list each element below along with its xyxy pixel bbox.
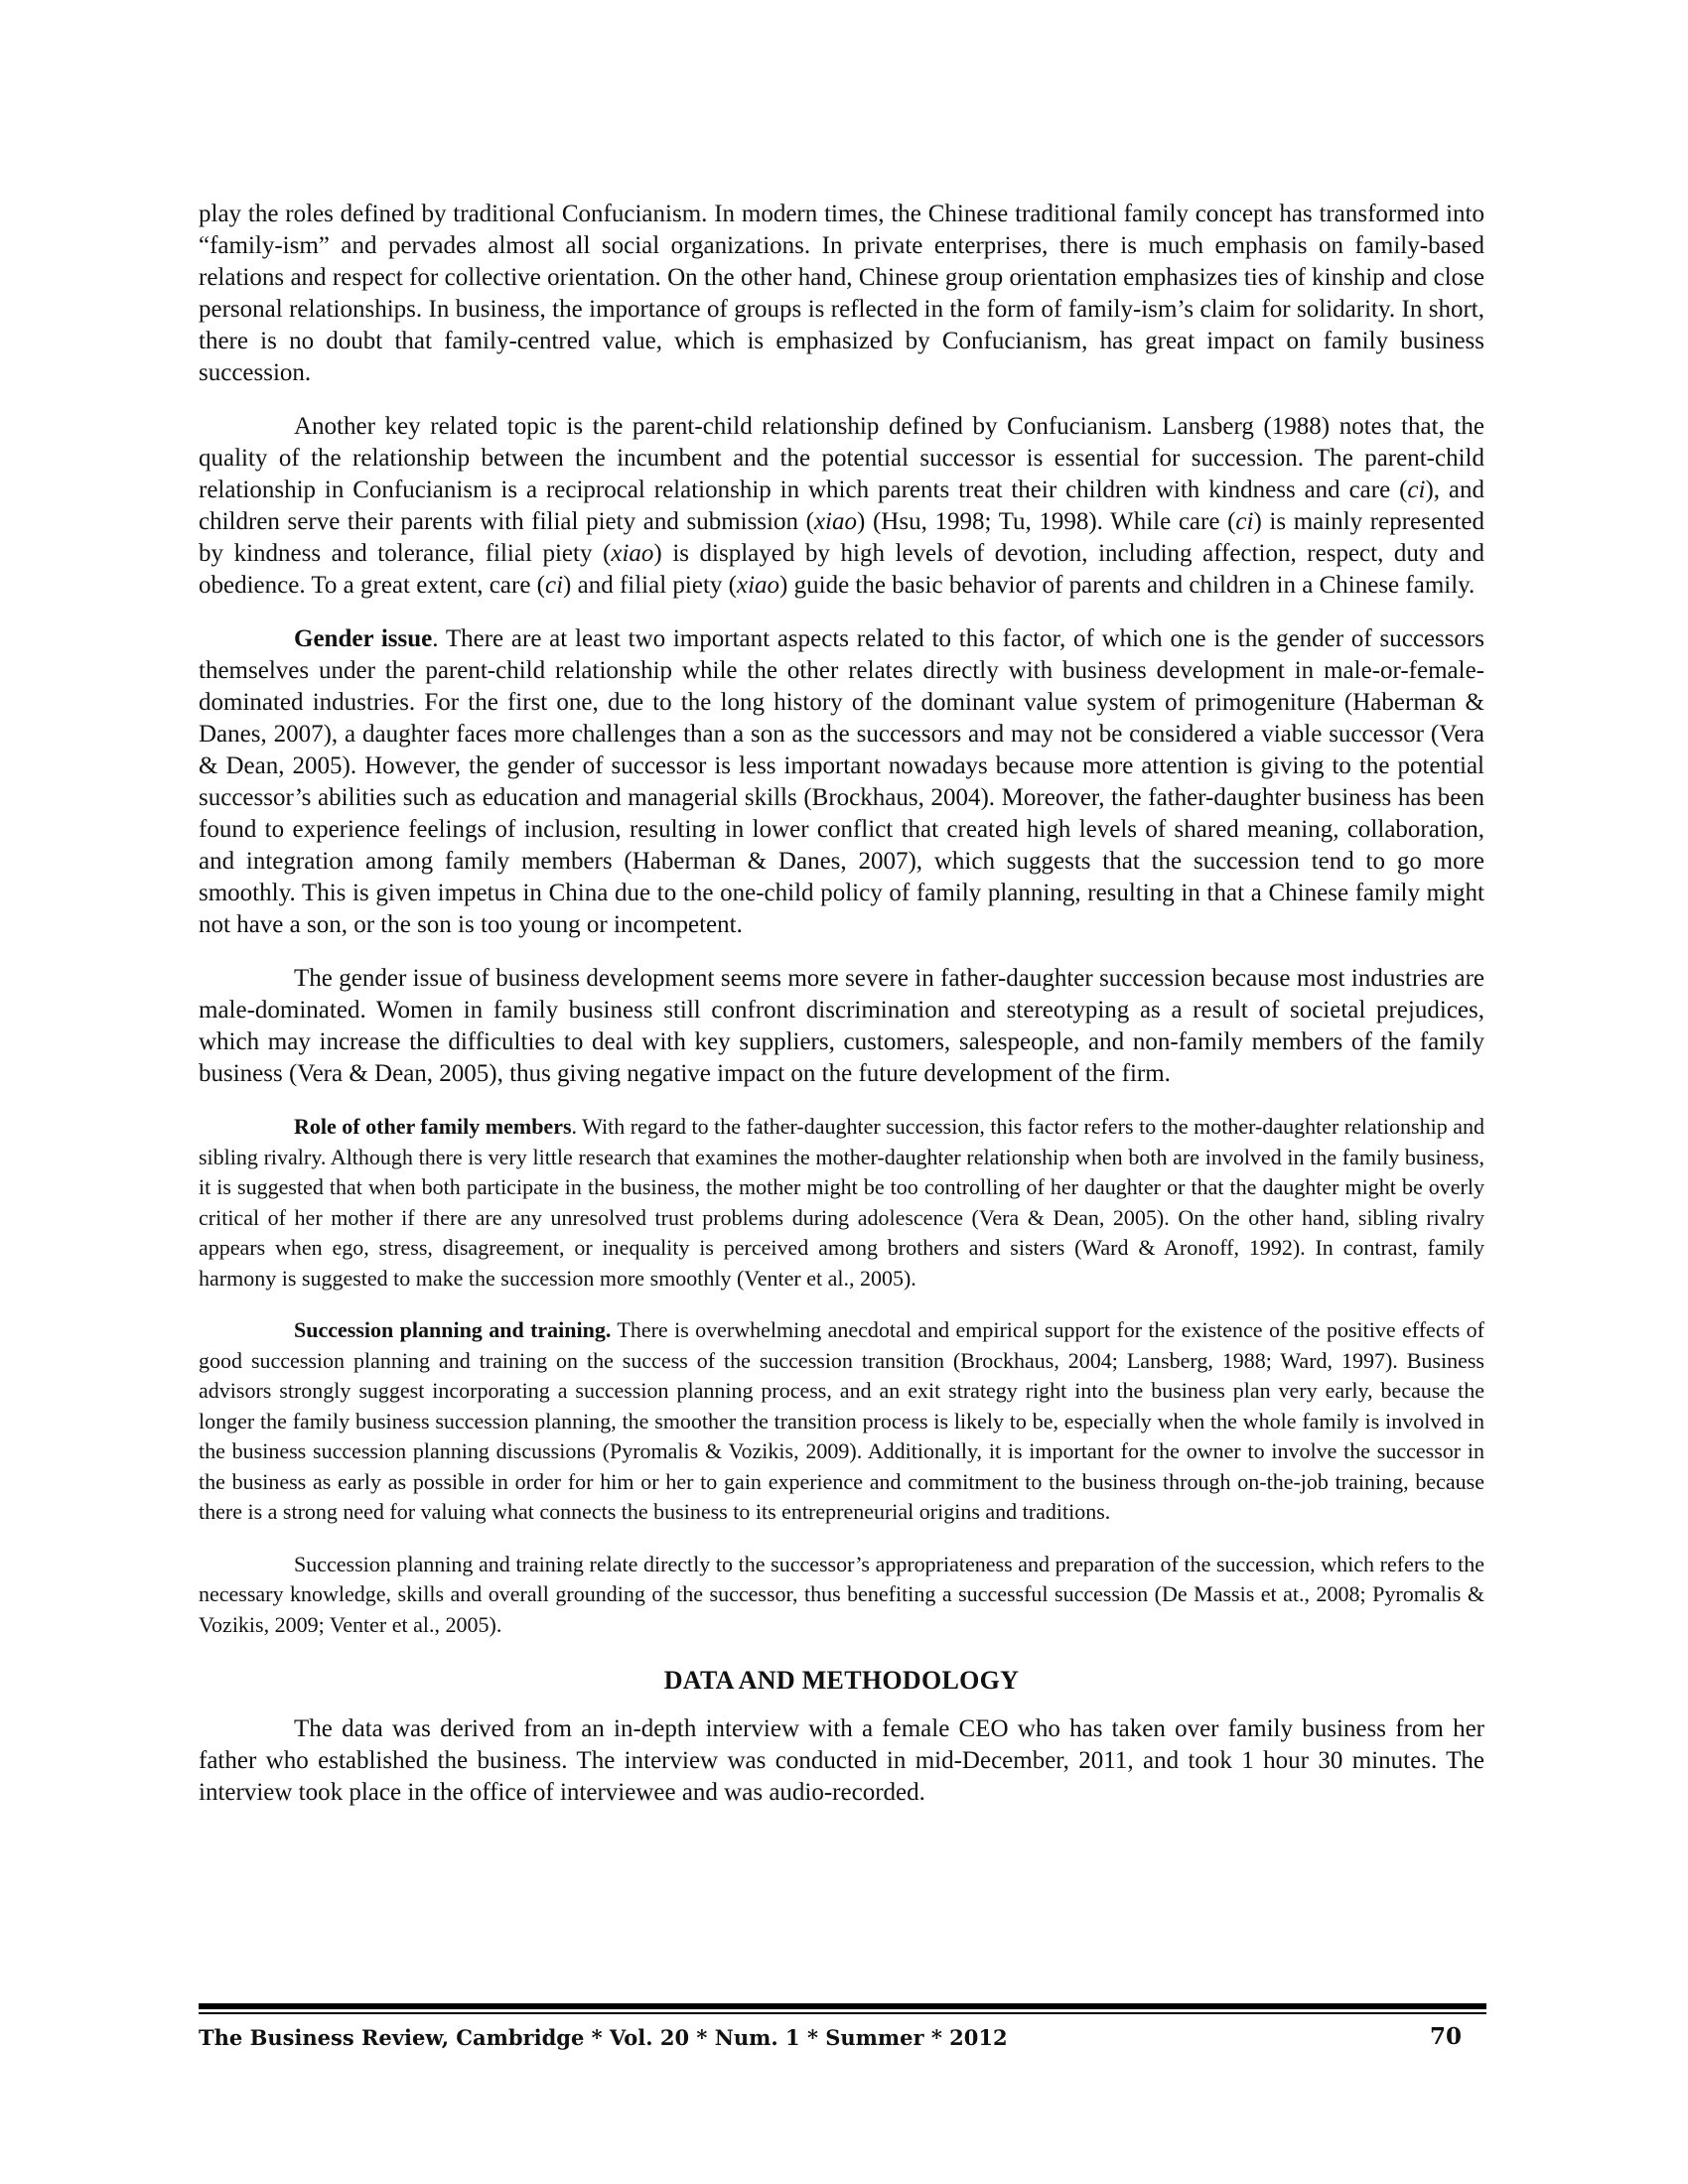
paragraph: The gender issue of business development seems more severe in father-daughter succession because most industries are male-dominated. Women in family business still confront discrimination and stereotyping as a result of societal prejudices, which may increase the difficulties to deal with key suppliers, customers, salespeople, and non-family members of the family business (Vera & Dean, 2005), thus giving negative impact on the future development of the firm. (199, 965, 1484, 1087)
text-run: ), and children serve their parents with filial piety and submission ( (199, 477, 1484, 535)
italic-term: xiao (611, 540, 654, 567)
italic-term: xiao (737, 572, 780, 599)
italic-term: ci (545, 572, 564, 599)
article-body (199, 199, 1484, 1831)
paragraph (199, 1315, 1484, 1528)
footer-rule (199, 2012, 1486, 2014)
paragraph (199, 1112, 1484, 1294)
italic-term: ci (1407, 477, 1426, 503)
section-heading: DATA AND METHODOLOGY (663, 1666, 1020, 1695)
page-number: 70 (1430, 2023, 1463, 2050)
italic-term: xiao (813, 508, 857, 535)
text-run: Another key related topic is the parent-child relationship defined by Confucianism. Lansberg (1988) notes that, the quality of the relationship between the incumbent and the potential successor is essential for succession. The parent-child relationship in Confucianism is a reciprocal relationship in which parents treat their children with kindness and care ( (199, 413, 1484, 503)
section-lead: Role of other family members (294, 1114, 572, 1139)
text-run: . With regard to the father-daughter succession, this factor refers to the mother-daughter relationship and sibling rivalry. Although there is very little research that examines the mother-daughter relationship when both are involved in the family business, it is suggested that when both participate in the business, the mother might be too controlling of her daughter or that the daughter might be overly critical of her mother if there are any unresolved trust problems during adolescence (Vera & Dean, 2005). On the other hand, sibling rivalry appears when ego, stress, disagreement, or inequality is perceived among brothers and sisters (Ward & Aronoff, 1992). In contrast, family harmony is suggested to make the succession more smoothly (Venter et al., 2005). (199, 1114, 1485, 1291)
paragraph (199, 623, 1484, 941)
section-lead: Gender issue (294, 625, 433, 652)
paragraph: Succession planning and training relate directly to the successor’s appropriateness and preparation of the succession, which refers to the necessary knowledge, skills and overall grounding of the successor, thus benefiting a successful succession (De Massis et at., 2008; Pyromalis & Vozikis, 2009; Venter et al., 2005). (199, 1551, 1484, 1637)
journal-footer: The Business Review, Cambridge * Vol. 20 * Num. 1 * Summer * 2012 (199, 2025, 1008, 2050)
text-run: There is overwhelming anecdotal and empirical support for the existence of the positive effects of good succession planning and training on the success of the succession transition (Brockhaus, 2004; Lansberg, 1988; Ward, 1997). Business advisors strongly suggest incorporating a succession planning process, and an exit strategy right into the business plan very early, because the longer the family business succession planning, the smoother the transition process is likely to be, especially when the whole family is involved in the business succession planning discussions (Pyromalis & Vozikis, 2009). Additionally, it is important for the owner to involve the successor in the business as early as possible in order for him or her to gain experience and commitment to the business through on-the-job training, because there is a strong need for valuing what connects the business to its entrepreneurial origins and traditions. (199, 1317, 1484, 1524)
footer-rule (199, 2003, 1486, 2009)
italic-term: ci (1235, 508, 1254, 535)
text-run: ) and filial piety ( (563, 572, 737, 599)
text-run: ) (Hsu, 1998; Tu, 1998). While care ( (857, 508, 1236, 535)
paragraph (199, 411, 1484, 602)
text-run: ) is displayed by high levels of devotion, including affection, respect, duty and obedience. To a great extent, care ( (199, 540, 1485, 599)
text-run: ) guide the basic behavior of parents and children in a Chinese family. (779, 572, 1476, 599)
text-run: . There are at least two important aspects related to this factor, of which one is the gender of successors themselves under the parent-child relationship while the other relates directly with business development in male-or-female-dominated industries. For the first one, due to the long history of the dominant value system of primogeniture (Haberman & Danes, 2007), a daughter faces more challenges than a son as the successors and may not be considered a viable successor (Vera & Dean, 2005). However, the gender of successor is less important nowadays because more attention is giving to the potential successor’s abilities such as education and managerial skills (Brockhaus, 2004). Moreover, the father-daughter business has been found to experience feelings of inclusion, resulting in lower conflict that created high levels of shared meaning, collaboration, and integration among family members (Haberman & Danes, 2007), which suggests that the succession tend to go more smoothly. This is given impetus in China due to the one-child policy of family planning, resulting in that a Chinese family might not have a son, or the son is too young or incompetent. (199, 625, 1484, 938)
paragraph: play the roles defined by traditional Confucianism. In modern times, the Chinese traditional family concept has transformed into “family-ism” and pervades almost all social organizations. In private enterprises, there is much emphasis on family-based relations and respect for collective orientation. On the other hand, Chinese group orientation emphasizes ties of kinship and close personal relationships. In business, the importance of groups is reflected in the form of family-ism’s claim for solidarity. In short, there is no doubt that family-centred value, which is emphasized by Confucianism, has great impact on family business succession. (199, 201, 1484, 386)
paragraph: The data was derived from an in-depth interview with a female CEO who has taken over family business from her father who established the business. The interview was conducted in mid-December, 2011, and took 1 hour 30 minutes. The interview took place in the office of interviewee and was audio-recorded. (199, 1715, 1484, 1806)
text-run: ) is mainly represented by kindness and tolerance, filial piety ( (199, 508, 1484, 567)
section-lead: Succession planning and training. (294, 1317, 612, 1342)
